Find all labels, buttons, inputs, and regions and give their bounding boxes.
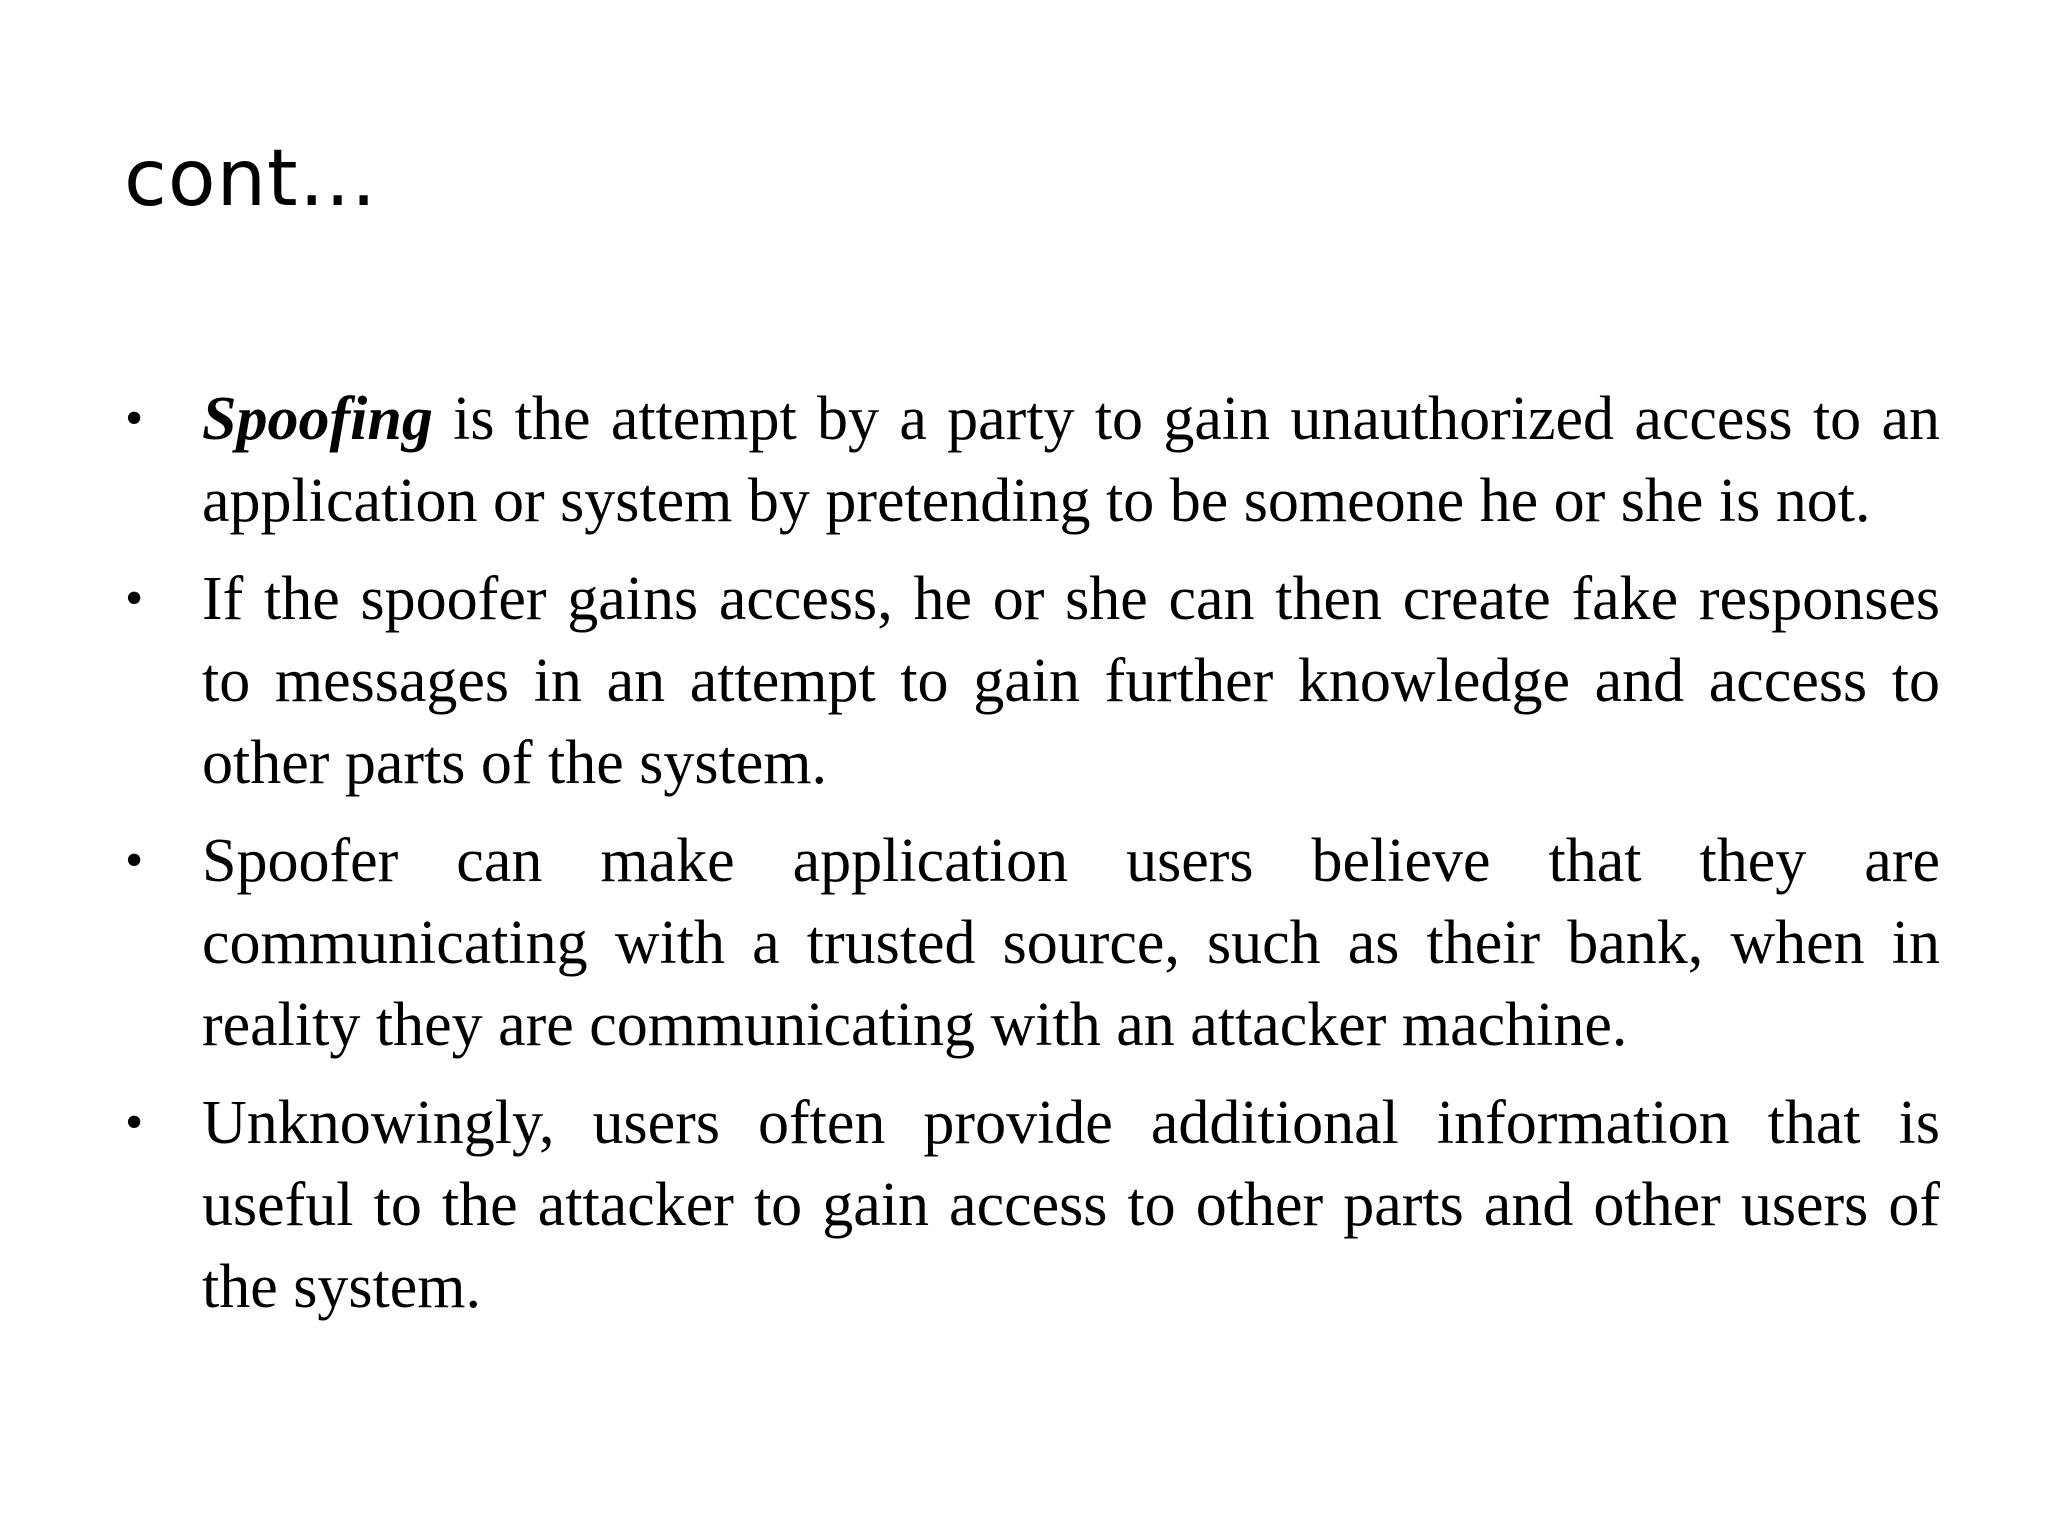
slide-title: cont… [124,134,378,224]
term-spoofing: Spoofing [202,385,433,453]
bullet-icon: • [125,832,144,889]
bullet-icon: • [125,570,144,627]
bullet-text: Unknowingly, users often provide additional information that is useful to the attacker to gain access to other parts and other users of the system. [202,1089,1940,1321]
bullet-item-spoofing-definition [120,378,1940,542]
bullet-text: If the spoofer gains access, he or she can then create fake responses to messages in an attempt to gain further knowledge and access to other parts of the system. [202,565,1940,797]
bullet-list [120,378,1940,1344]
bullet-icon: • [125,390,144,447]
bullet-text: Spoofer can make application users believe that they are communicating with a trusted source, such as their bank, when in reality they are communicating with an attacker machine. [202,827,1940,1059]
bullet-item-trusted-source [120,820,1940,1066]
bullet-item-fake-responses [120,558,1940,804]
bullet-text: is the attempt by a party to gain unauthorized access to an application or system by pretending to be someone he or she is not. [202,385,1940,535]
bullet-icon: • [125,1094,144,1151]
bullet-item-additional-information [120,1082,1940,1328]
